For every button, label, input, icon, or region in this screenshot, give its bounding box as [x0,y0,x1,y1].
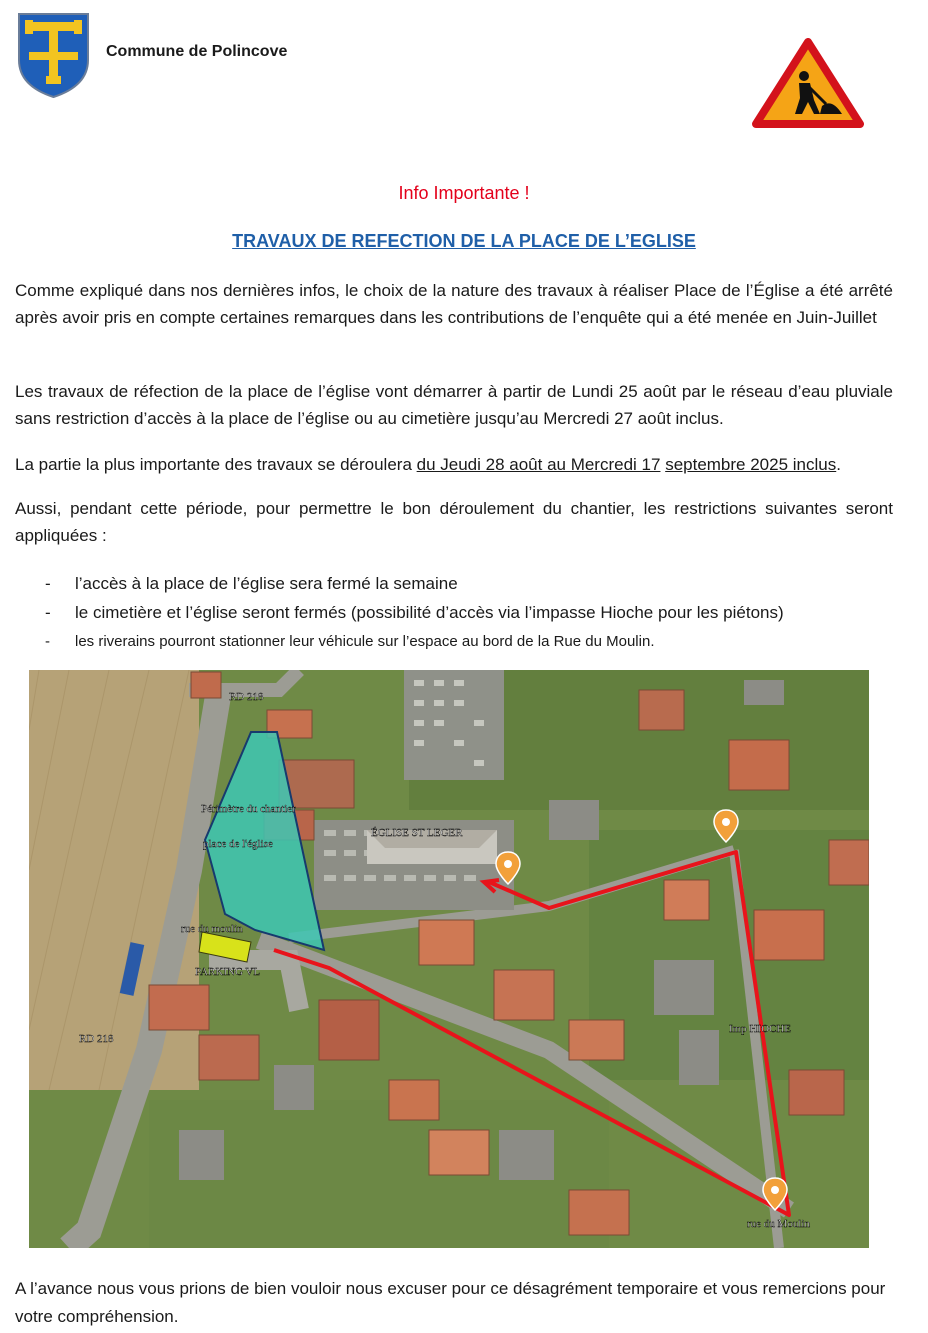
page-title: TRAVAUX DE REFECTION DE LA PLACE DE L’EGLISE [232,231,696,251]
map-label-place: place de l'église [203,838,273,850]
map-label-imp-hioche: Imp HIOCHE [729,1023,792,1035]
list-item-text: le cimetière et l’église seront fermés (possibilité d’accès via l’impasse Hioche pour les piétons) [75,603,784,622]
closing-paragraph: A l’avance nous vous prions de bien vouloir nous excuser pour ce désagrément temporaire et vous remercions pour votre compréhension. [15,1279,886,1326]
restrictions-paragraph: Aussi, pendant cette période, pour permettre le bon déroulement du chantier, les restrictions suivantes seront appliquées : [15,499,893,545]
map-label-rd218-top: RD 218 [229,691,264,703]
coat-of-arms-icon [17,12,90,98]
info-kicker: Info Importante ! [398,183,530,203]
map-label-perimetre: Périmètre du chantier [201,803,296,815]
map-label-parking: PARKING VL [195,966,261,978]
start-paragraph: Les travaux de réfection de la place de l’église vont démarrer à partir de Lundi 25 août par le réseau d’eau pluviale sans restriction d’accès à la place de l’église ou au cimetière jusqu’au Mercredi 27 août inclus. [15,382,893,428]
list-item [15,628,893,657]
bullet-dash: - [45,603,51,622]
list-item [15,570,893,599]
restrictions-list [15,570,893,657]
list-item-text: les riverains pourront stationner leur véhicule sur l’espace au bord de la Rue du Moulin. [75,633,655,650]
commune-name: Commune de Polincove [106,43,288,60]
bullet-dash: - [45,633,50,650]
main-works-dates-b: septembre 2025 inclus [665,455,837,474]
list-item [15,599,893,628]
main-works-dates-a: du Jeudi 28 août au Mercredi 17 [416,455,661,474]
intro-paragraph: Comme expliqué dans nos dernières infos, le choix de la nature des travaux à réaliser Place de l’Église a été arrêté après avoir pris en compte certaines remarques dans les contributions de l’enquête qui a été menée en Juin-Juillet [15,281,893,327]
main-works-prefix: La partie la plus importante des travaux se déroulera [15,455,417,474]
roadworks-warning-sign-icon [752,38,864,128]
map-label-rue-du-moulin-left: rue du moulin [181,923,243,935]
main-works-suffix: . [836,455,841,474]
site-map [29,670,869,1248]
map-label-rd218-left: RD 218 [79,1033,114,1045]
list-item-text: l’accès à la place de l’église sera fermé la semaine [75,574,458,593]
map-label-rue-du-moulin-right: rue du Moulin [747,1218,810,1230]
bullet-dash: - [45,574,51,593]
main-works-paragraph [15,451,893,478]
map-label-eglise: ÉGLISE ST LEGER [371,827,463,839]
